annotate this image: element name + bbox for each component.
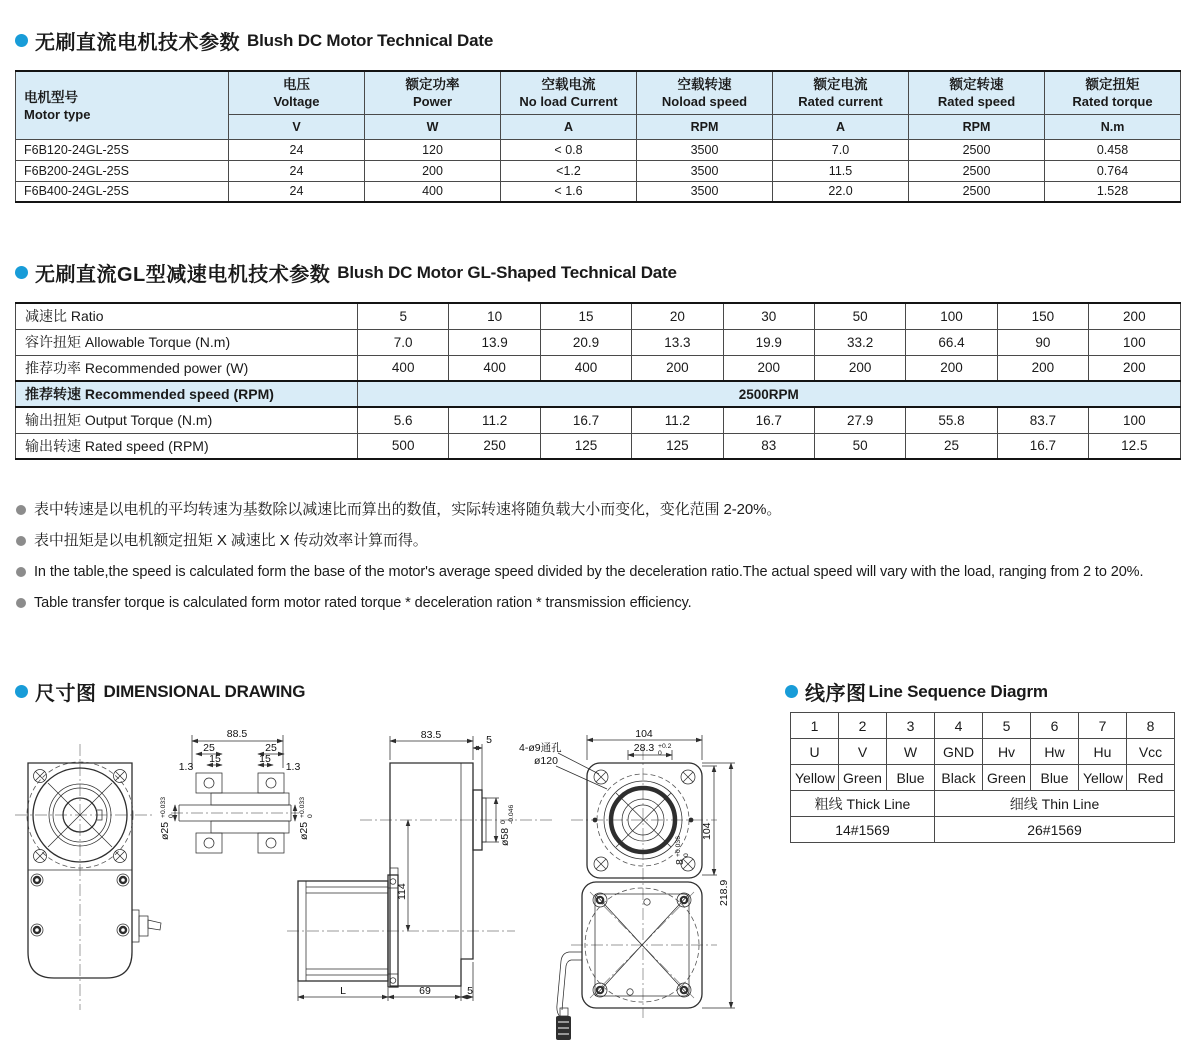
cell: GND xyxy=(935,739,983,765)
table-row xyxy=(16,407,1181,433)
header-rated-speed xyxy=(909,71,1045,114)
cell: 55.8 xyxy=(906,407,997,433)
cell: 200 xyxy=(632,355,723,381)
header-zh: 电压 xyxy=(283,77,310,93)
side-connector xyxy=(132,910,161,942)
table-row xyxy=(16,433,1181,459)
cell: Hu xyxy=(1079,739,1127,765)
thick-line-value: 14#1569 xyxy=(791,817,935,843)
section2-title-zh: 无刷直流GL型减速电机技术参数 xyxy=(35,264,331,286)
cell: 2500 xyxy=(909,181,1045,202)
hub-hatched xyxy=(211,821,289,833)
dim-sup: +0.033 xyxy=(299,797,306,818)
cell: Black xyxy=(935,765,983,791)
gray-bullet-icon xyxy=(16,505,26,515)
cell: 24 xyxy=(229,160,365,181)
dim-height-114 xyxy=(396,883,408,900)
section2-title-en: Blush DC Motor GL-Shaped Technical Date xyxy=(337,262,677,282)
section3-title xyxy=(15,677,305,706)
cell: Vcc xyxy=(1127,739,1175,765)
cell: 25 xyxy=(906,433,997,459)
cell: 30 xyxy=(723,303,814,329)
header-rated-current xyxy=(773,71,909,114)
dim-text: 104 xyxy=(701,822,713,840)
cell: 13.9 xyxy=(449,329,540,355)
gearbox-outline xyxy=(390,763,473,986)
cell: Blue xyxy=(1031,765,1079,791)
header-noload-speed xyxy=(637,71,773,114)
cell: 50 xyxy=(814,433,905,459)
cell: W xyxy=(887,739,935,765)
section3-title-en: DIMENSIONAL DRAWING xyxy=(103,681,306,701)
note-text: In the table,the speed is calculated form the base of the motor's average speed divided by the deceleration ratio.The actual speed will vary with the load, ranging from 2 to 20%. xyxy=(34,564,1144,580)
cell: 20 xyxy=(632,303,723,329)
cell: 24 xyxy=(229,139,365,160)
cell: U xyxy=(791,739,839,765)
cell: 16.7 xyxy=(997,433,1088,459)
color-row xyxy=(791,765,1175,791)
cell: 83.7 xyxy=(997,407,1088,433)
dim-sup: +0.036 xyxy=(675,836,682,857)
cell: 125 xyxy=(632,433,723,459)
unit-cell: V xyxy=(229,114,365,139)
gray-bullet-icon xyxy=(16,598,26,608)
section4-title-zh: 线序图 xyxy=(805,683,867,705)
cell: 400 xyxy=(449,355,540,381)
dim-pitch: 28.3 xyxy=(633,742,655,754)
cell: 33.2 xyxy=(814,329,905,355)
cell: 200 xyxy=(723,355,814,381)
blue-bullet-icon xyxy=(15,266,28,279)
cable xyxy=(556,952,582,1040)
cell: 24 xyxy=(229,181,365,202)
coupling-section-drawing xyxy=(159,728,314,853)
cell: 11.2 xyxy=(449,407,540,433)
header-rated-torque xyxy=(1045,71,1181,114)
dim-sub: -0.046 xyxy=(508,804,515,824)
note-text: 表中扭矩是以电机额定扭矩 X 减速比 X 传动效率计算而得。 xyxy=(34,532,428,549)
cell: 83 xyxy=(723,433,814,459)
cell: < 0.8 xyxy=(501,139,637,160)
cell: 100 xyxy=(906,303,997,329)
cell: 100 xyxy=(1089,407,1180,433)
header-power xyxy=(365,71,501,114)
cell: 500 xyxy=(358,433,449,459)
unit-cell: W xyxy=(365,114,501,139)
cell: Hv xyxy=(983,739,1031,765)
dim-base-step: 5 xyxy=(467,985,473,997)
motor-type-cell: F6B400-24GL-25S xyxy=(16,181,229,202)
gray-bullet-icon xyxy=(16,536,26,546)
cell: 150 xyxy=(997,303,1088,329)
table-row xyxy=(16,355,1181,381)
highlighted-row xyxy=(16,381,1181,407)
blue-bullet-icon xyxy=(15,34,28,47)
header-en: Rated current xyxy=(798,94,883,110)
dim-sup: +0.033 xyxy=(160,797,167,818)
dim-pitch-sub: 0 xyxy=(658,750,662,757)
header-en: No load Current xyxy=(519,94,618,110)
cell: 200 xyxy=(997,355,1088,381)
section4-title-en: Line Sequence Diagrm xyxy=(868,681,1048,701)
blue-bullet-icon xyxy=(785,685,798,698)
motor-type-cell: F6B120-24GL-25S xyxy=(16,139,229,160)
line-sequence-table xyxy=(790,712,1175,843)
label-bolt-circle: ø120 xyxy=(534,755,558,767)
thin-line-value: 26#1569 xyxy=(935,817,1175,843)
header-zh: 空载转速 xyxy=(677,77,732,93)
cell: < 1.6 xyxy=(501,181,637,202)
motor-type-cell: F6B200-24GL-25S xyxy=(16,160,229,181)
note-line xyxy=(16,500,1191,520)
dim-coupling-width: 88.5 xyxy=(226,728,248,740)
row-label: 容许扭矩 Allowable Torque (N.m) xyxy=(16,329,358,355)
dim-motor-length: L xyxy=(340,985,346,997)
cell: 200 xyxy=(1089,303,1180,329)
section2-title xyxy=(15,258,677,287)
dim-text: 114 xyxy=(396,883,408,900)
dim-sub: 0 xyxy=(683,853,690,857)
section3-title-zh: 尺寸图 xyxy=(35,683,97,705)
cell: 7 xyxy=(1079,713,1127,739)
cell: 10 xyxy=(449,303,540,329)
dim-right-15: 15 xyxy=(259,753,271,765)
cell: 1 xyxy=(791,713,839,739)
dim-shaft-left xyxy=(159,797,175,840)
cell: 200 xyxy=(1089,355,1180,381)
header-motor-type-zh: 电机型号 xyxy=(24,89,78,105)
table-row xyxy=(16,329,1181,355)
dim-left-15: 15 xyxy=(209,753,221,765)
gearbox-spec-table xyxy=(15,302,1181,460)
cell: 4 xyxy=(935,713,983,739)
cell: 6 xyxy=(1031,713,1079,739)
dim-side-width: 83.5 xyxy=(420,729,442,741)
cell: 7.0 xyxy=(358,329,449,355)
dim-sub: 0 xyxy=(168,814,175,818)
signal-row xyxy=(791,739,1175,765)
row-label: 输出扭矩 Output Torque (N.m) xyxy=(16,407,358,433)
rear-view-drawing xyxy=(519,728,735,1040)
cell: 7.0 xyxy=(773,139,909,160)
cell: 200 xyxy=(906,355,997,381)
header-voltage xyxy=(229,71,365,114)
cell: 16.7 xyxy=(540,407,631,433)
cell: 5 xyxy=(983,713,1031,739)
cell: 3 xyxy=(887,713,935,739)
wire-gauge-row xyxy=(791,817,1175,843)
unit-cell: A xyxy=(501,114,637,139)
dim-left-25: 25 xyxy=(203,742,215,754)
dim-top-step: 5 xyxy=(486,734,492,746)
cell: 0.458 xyxy=(1045,139,1181,160)
dim-shaft-right xyxy=(298,797,314,840)
notes-block xyxy=(16,500,1191,624)
cell: 2 xyxy=(839,713,887,739)
cell: 250 xyxy=(449,433,540,459)
cell: 16.7 xyxy=(723,407,814,433)
header-en: Rated speed xyxy=(937,94,1016,110)
dim-side-104 xyxy=(701,822,713,840)
hub-hatched xyxy=(211,793,289,805)
cell: 20.9 xyxy=(540,329,631,355)
header-zh: 额定功率 xyxy=(405,77,460,93)
table-row xyxy=(16,303,1181,329)
section1-title-en: Blush DC Motor Technical Date xyxy=(247,30,494,50)
cell: 3500 xyxy=(637,181,773,202)
cell: 22.0 xyxy=(773,181,909,202)
dim-keyway-8 xyxy=(674,836,690,865)
cell: Yellow xyxy=(791,765,839,791)
cell: 19.9 xyxy=(723,329,814,355)
side-view-drawing xyxy=(287,729,555,1001)
cell: <1.2 xyxy=(501,160,637,181)
dim-hub-dia xyxy=(499,805,515,846)
header-zh: 空载电流 xyxy=(541,77,596,93)
note-text: Table transfer torque is calculated form motor rated torque * deceleration ration * transmission efficiency. xyxy=(34,595,692,611)
cell: 5.6 xyxy=(358,407,449,433)
table-row xyxy=(16,139,1181,160)
row-label: 输出转速 Rated speed (RPM) xyxy=(16,433,358,459)
cell: 15 xyxy=(540,303,631,329)
merged-speed-cell: 2500RPM xyxy=(358,381,1181,407)
row-label: 推荐功率 Recommended power (W) xyxy=(16,355,358,381)
cell: 1.528 xyxy=(1045,181,1181,202)
dim-text: 218.9 xyxy=(718,879,730,906)
cell: 3500 xyxy=(637,139,773,160)
cell: 50 xyxy=(814,303,905,329)
cell: 11.5 xyxy=(773,160,909,181)
cell: V xyxy=(839,739,887,765)
dim-left-13: 1.3 xyxy=(178,761,194,773)
cell: 100 xyxy=(1089,329,1180,355)
cell: 400 xyxy=(540,355,631,381)
cell: 2500 xyxy=(909,139,1045,160)
header-zh: 额定扭矩 xyxy=(1085,77,1140,93)
header-zh: 额定转速 xyxy=(949,77,1004,93)
dim-sup: 0 xyxy=(500,820,507,824)
table-row xyxy=(16,181,1181,202)
cell: Yellow xyxy=(1079,765,1127,791)
label-through-holes: 4-ø9通孔 xyxy=(519,742,562,754)
cell: 90 xyxy=(997,329,1088,355)
header-en: Power xyxy=(412,94,452,110)
pin-row xyxy=(791,713,1175,739)
cell: 125 xyxy=(540,433,631,459)
cell: 200 xyxy=(365,160,501,181)
cell: 5 xyxy=(358,303,449,329)
cell: 13.3 xyxy=(632,329,723,355)
note-line xyxy=(16,593,1191,613)
dim-total-height xyxy=(718,880,730,906)
unit-cell: RPM xyxy=(909,114,1045,139)
blue-bullet-icon xyxy=(15,685,28,698)
unit-cell: RPM xyxy=(637,114,773,139)
cell: Blue xyxy=(887,765,935,791)
front-view-drawing xyxy=(15,744,161,1010)
thin-line-label: 细线 Thin Line xyxy=(935,791,1175,817)
dim-sub: 0 xyxy=(307,814,314,818)
dim-text: ø58 xyxy=(499,827,511,846)
table-row xyxy=(16,160,1181,181)
header-motor-type xyxy=(16,71,229,139)
cell: Hw xyxy=(1031,739,1079,765)
cell: Green xyxy=(839,765,887,791)
header-motor-type-en: Motor type xyxy=(24,106,91,122)
cell: 400 xyxy=(365,181,501,202)
cell: Red xyxy=(1127,765,1175,791)
line-type-row xyxy=(791,791,1175,817)
header-en: Voltage xyxy=(273,94,320,110)
cell: 3500 xyxy=(637,160,773,181)
cell: 120 xyxy=(365,139,501,160)
cell: 11.2 xyxy=(632,407,723,433)
section1-title-zh: 无刷直流电机技术参数 xyxy=(35,32,240,54)
cell: 8 xyxy=(1127,713,1175,739)
header-en: Rated torque xyxy=(1072,94,1153,110)
dim-text: 8 xyxy=(674,859,686,865)
dim-text: ø25 xyxy=(298,821,310,840)
note-text: 表中转速是以电机的平均转速为基数除以减速比而算出的数值，实际转速将随负载大小而变化，变化范围 2-20%。 xyxy=(34,501,782,518)
unit-cell: N.m xyxy=(1045,114,1181,139)
dim-right-13: 1.3 xyxy=(285,761,301,773)
cell: Green xyxy=(983,765,1031,791)
cell: 200 xyxy=(814,355,905,381)
section4-title xyxy=(785,677,1048,706)
section1-title xyxy=(15,26,493,55)
dim-rear-width: 104 xyxy=(635,728,653,740)
cell: 0.764 xyxy=(1045,160,1181,181)
gray-bullet-icon xyxy=(16,567,26,577)
dim-base-69: 69 xyxy=(419,985,431,997)
note-line xyxy=(16,562,1191,582)
header-zh: 额定电流 xyxy=(813,77,868,93)
dim-right-25: 25 xyxy=(265,742,277,754)
dimensional-drawing xyxy=(15,710,785,1053)
unit-cell: A xyxy=(773,114,909,139)
cell: 27.9 xyxy=(814,407,905,433)
cell: 400 xyxy=(358,355,449,381)
motor-spec-table xyxy=(15,70,1181,203)
cell: 2500 xyxy=(909,160,1045,181)
thick-line-label: 粗线 Thick Line xyxy=(791,791,935,817)
dim-text: ø25 xyxy=(159,821,171,840)
note-line xyxy=(16,531,1191,551)
header-en: Noload speed xyxy=(661,94,748,110)
row-label: 推荐转速 Recommended speed (RPM) xyxy=(16,381,358,407)
header-noload-current xyxy=(501,71,637,114)
cell: 12.5 xyxy=(1089,433,1180,459)
cell: 66.4 xyxy=(906,329,997,355)
dim-pitch-sup: +0.2 xyxy=(658,743,672,750)
row-label: 减速比 Ratio xyxy=(16,303,358,329)
